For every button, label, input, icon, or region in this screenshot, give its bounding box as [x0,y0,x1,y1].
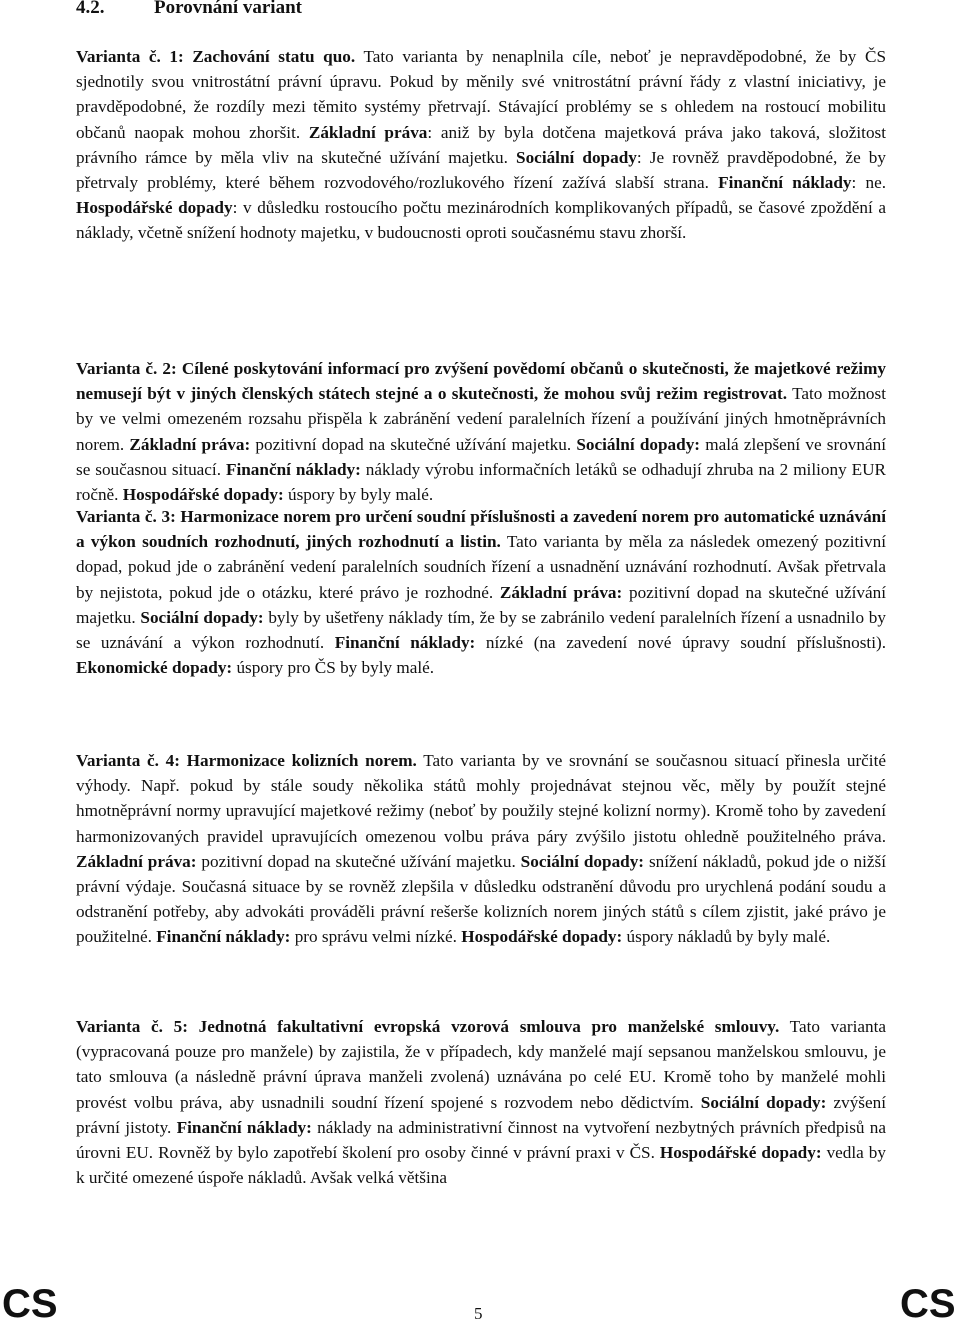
bold-label: Varianta č. 5: Jednotná fakultativní evropská vzorová smlouva pro manželské smlouvy. [76,1017,780,1036]
body-text: Tato varianta (vypracovaná pouze pro manžele) by zajistila, že v případech, kdy manželé mají sepsanou manželskou smlouvu, je tato smlouva (a následně právní úprava manželi zvolená) uznávána po celé EU. Kromě toho by manželé mohli provést volbu práva, aby usnadnili soudní řízení spojené s rozvodem nebo dědictvím. [76,1017,886,1112]
paragraph-variant-4 [76,748,886,950]
footer-language-mark-left: CS [2,1282,58,1326]
body-text: vedla by k určité omezené úspoře nákladů. Avšak velká většina [76,1143,886,1188]
footer-language-mark-right: CS [900,1282,956,1326]
paragraph-variant-5 [76,1014,886,1190]
bold-label: Finanční náklady [718,173,852,193]
body-text: náklady na administrativní činnost na vytvoření nezbytných právních předpisů na úrovni EU. Rovněž by bylo zapotřebí školení pro osoby činné v právní praxi v ČS. [76,1117,886,1163]
body-text: pozitivní dopad na skutečné užívání majetku. [196,851,521,871]
bold-label: Finanční náklady: [334,633,476,653]
body-text: : ne. [851,173,887,193]
bold-label: Základní práva: [499,582,623,602]
body-text: byly by ušetřeny náklady tím, že by se zabránilo vedení paralelních řízení a usnadnilo by se uznávání a výkon rozhodnutí. [76,607,886,653]
bold-label: Varianta č. 1: Zachování statu quo. [76,47,356,66]
paragraph-variant-3 [76,504,886,680]
bold-label: Finanční náklady: [176,1117,312,1137]
bold-label: Sociální dopady: [576,434,701,454]
page-number: 5 [474,1304,483,1323]
body-text: pozitivní dopad na skutečné užívání majetku. [76,582,886,627]
bold-label: Sociální dopady: [520,851,645,871]
body-text: Tato varianta by nenaplnila cíle, neboť je nepravděpodobné, že by ČS sjednotily svou vnitrostátní právní úpravu. Pokud by měnily své vnitrostátní právní řády z vlastní iniciativy, je pravděpodobné, že rozdíly mezi těmito systémy přetrvají. Stávající problémy se s ohledem na rostoucí mobilitu občanů naopak mohou zhoršit. [76,47,887,142]
body-text: náklady výrobu informačních letáků se odhadují zhruba na 2 miliony EUR ročně. [76,459,887,505]
body-text: Tato varianta by ve srovnání se současnou situací přinesla určité výhody. Např. pokud by stále soudy několika států mohly projednávat stejnou věc, měly by použít stejné hmotněprávní normy upravující majetkové režimy (neboť by použily stejné kolizní normy). Kromě toho by zavedení harmonizovaných pravidel upravujících omezenou volbu práva páry zvýšilo jistotu ohledně použitelného práva. [76,751,886,846]
body-text: pro správu velmi nízké. [290,927,462,947]
body-text: úspory pro ČS by byly malé. [232,658,435,678]
body-text: pozitivní dopad na skutečné užívání majetku. [250,434,577,454]
body-text: malá zlepšení ve srovnání se současnou situací. [76,434,886,479]
paragraph-variant-2 [76,356,886,507]
bold-label: Hospodářské dopady: [659,1143,822,1163]
bold-label: Varianta č. 4: Harmonizace kolizních norem. [76,751,417,770]
bold-label: Ekonomické dopady: [76,658,233,678]
bold-label: Základní práva [308,122,428,142]
section-title: Porovnání variant [154,0,302,18]
body-text: nízké (na zavedení nové úpravy soudní příslušnosti). [475,633,887,653]
bold-label: Hospodářské dopady: [122,485,284,505]
body-text: zvýšení právní jistoty. [76,1092,886,1137]
body-text: : Je rovněž pravděpodobné, že by přetrvaly problémy, které během rozvodového/rozlukového řízení zažívá slabší strana. [76,147,886,193]
bold-label: Sociální dopady: [700,1092,827,1112]
bold-label: Základní práva: [129,434,251,454]
body-text: : v důsledku rostoucího počtu mezinárodních komplikovaných případů, se časové zpoždění a náklady, včetně snížení hodnoty majetku, v budoucnosti oproti současnému stavu zhorší. [76,198,886,243]
bold-label: Hospodářské dopady: [461,927,623,947]
body-text: snížení nákladů, pokud jde o nižší právní výdaje. Současná situace by se rovněž zlepšila v důsledku odstranění důvodu pro urychlená podání soudu a odstranění potřeby, aby advokáti prováděli právní rešerše kolizních norem jiných států s cílem zjistit, jaké právo je použitelné. [76,851,886,947]
section-number: 4.2. [76,0,105,18]
bold-label: Finanční náklady: [225,459,361,479]
body-text: úspory by byly malé. [283,485,434,505]
section-heading [76,0,302,20]
bold-label: Varianta č. 3: Harmonizace norem pro určení soudní příslušnosti a zavedení norem pro automatické uznávání a výkon soudních rozhodnutí, jiných rozhodnutí a listin. [76,507,886,552]
bold-label: Finanční náklady: [156,927,291,947]
paragraph-variant-1 [76,44,886,246]
bold-label: Sociální dopady [516,147,637,167]
body-text: Tato možnost by ve velmi omezeném rozsahu přispěla k zabránění vedení paralelních řízení a používání jiných hmotněprávních norem. [76,384,886,454]
body-text: : aniž by byla dotčena majetková práva jako taková, složitost právního rámce by měla vliv na skutečné užívání majetku. [76,122,886,167]
body-text: úspory nákladů by byly malé. [622,927,831,947]
bold-label: Hospodářské dopady [76,198,233,218]
body-text: Tato varianta by měla za následek omezený pozitivní dopad, pokud jde o zabránění vedení paralelních soudních řízení a usnadnění uznávání rozhodnutí. Avšak přetrvala by nejistota, pokud jde o otázku, které právo je rozhodné. [76,532,886,602]
bold-label: Varianta č. 2: Cílené poskytování informací pro zvýšení povědomí občanů o skutečnosti, že majetkové režimy nemusejí být v jiných členských státech stejné a o skutečnosti, že mohou svůj režim registrovat. [76,359,886,404]
bold-label: Sociální dopady: [140,607,264,627]
bold-label: Základní práva: [76,851,197,871]
